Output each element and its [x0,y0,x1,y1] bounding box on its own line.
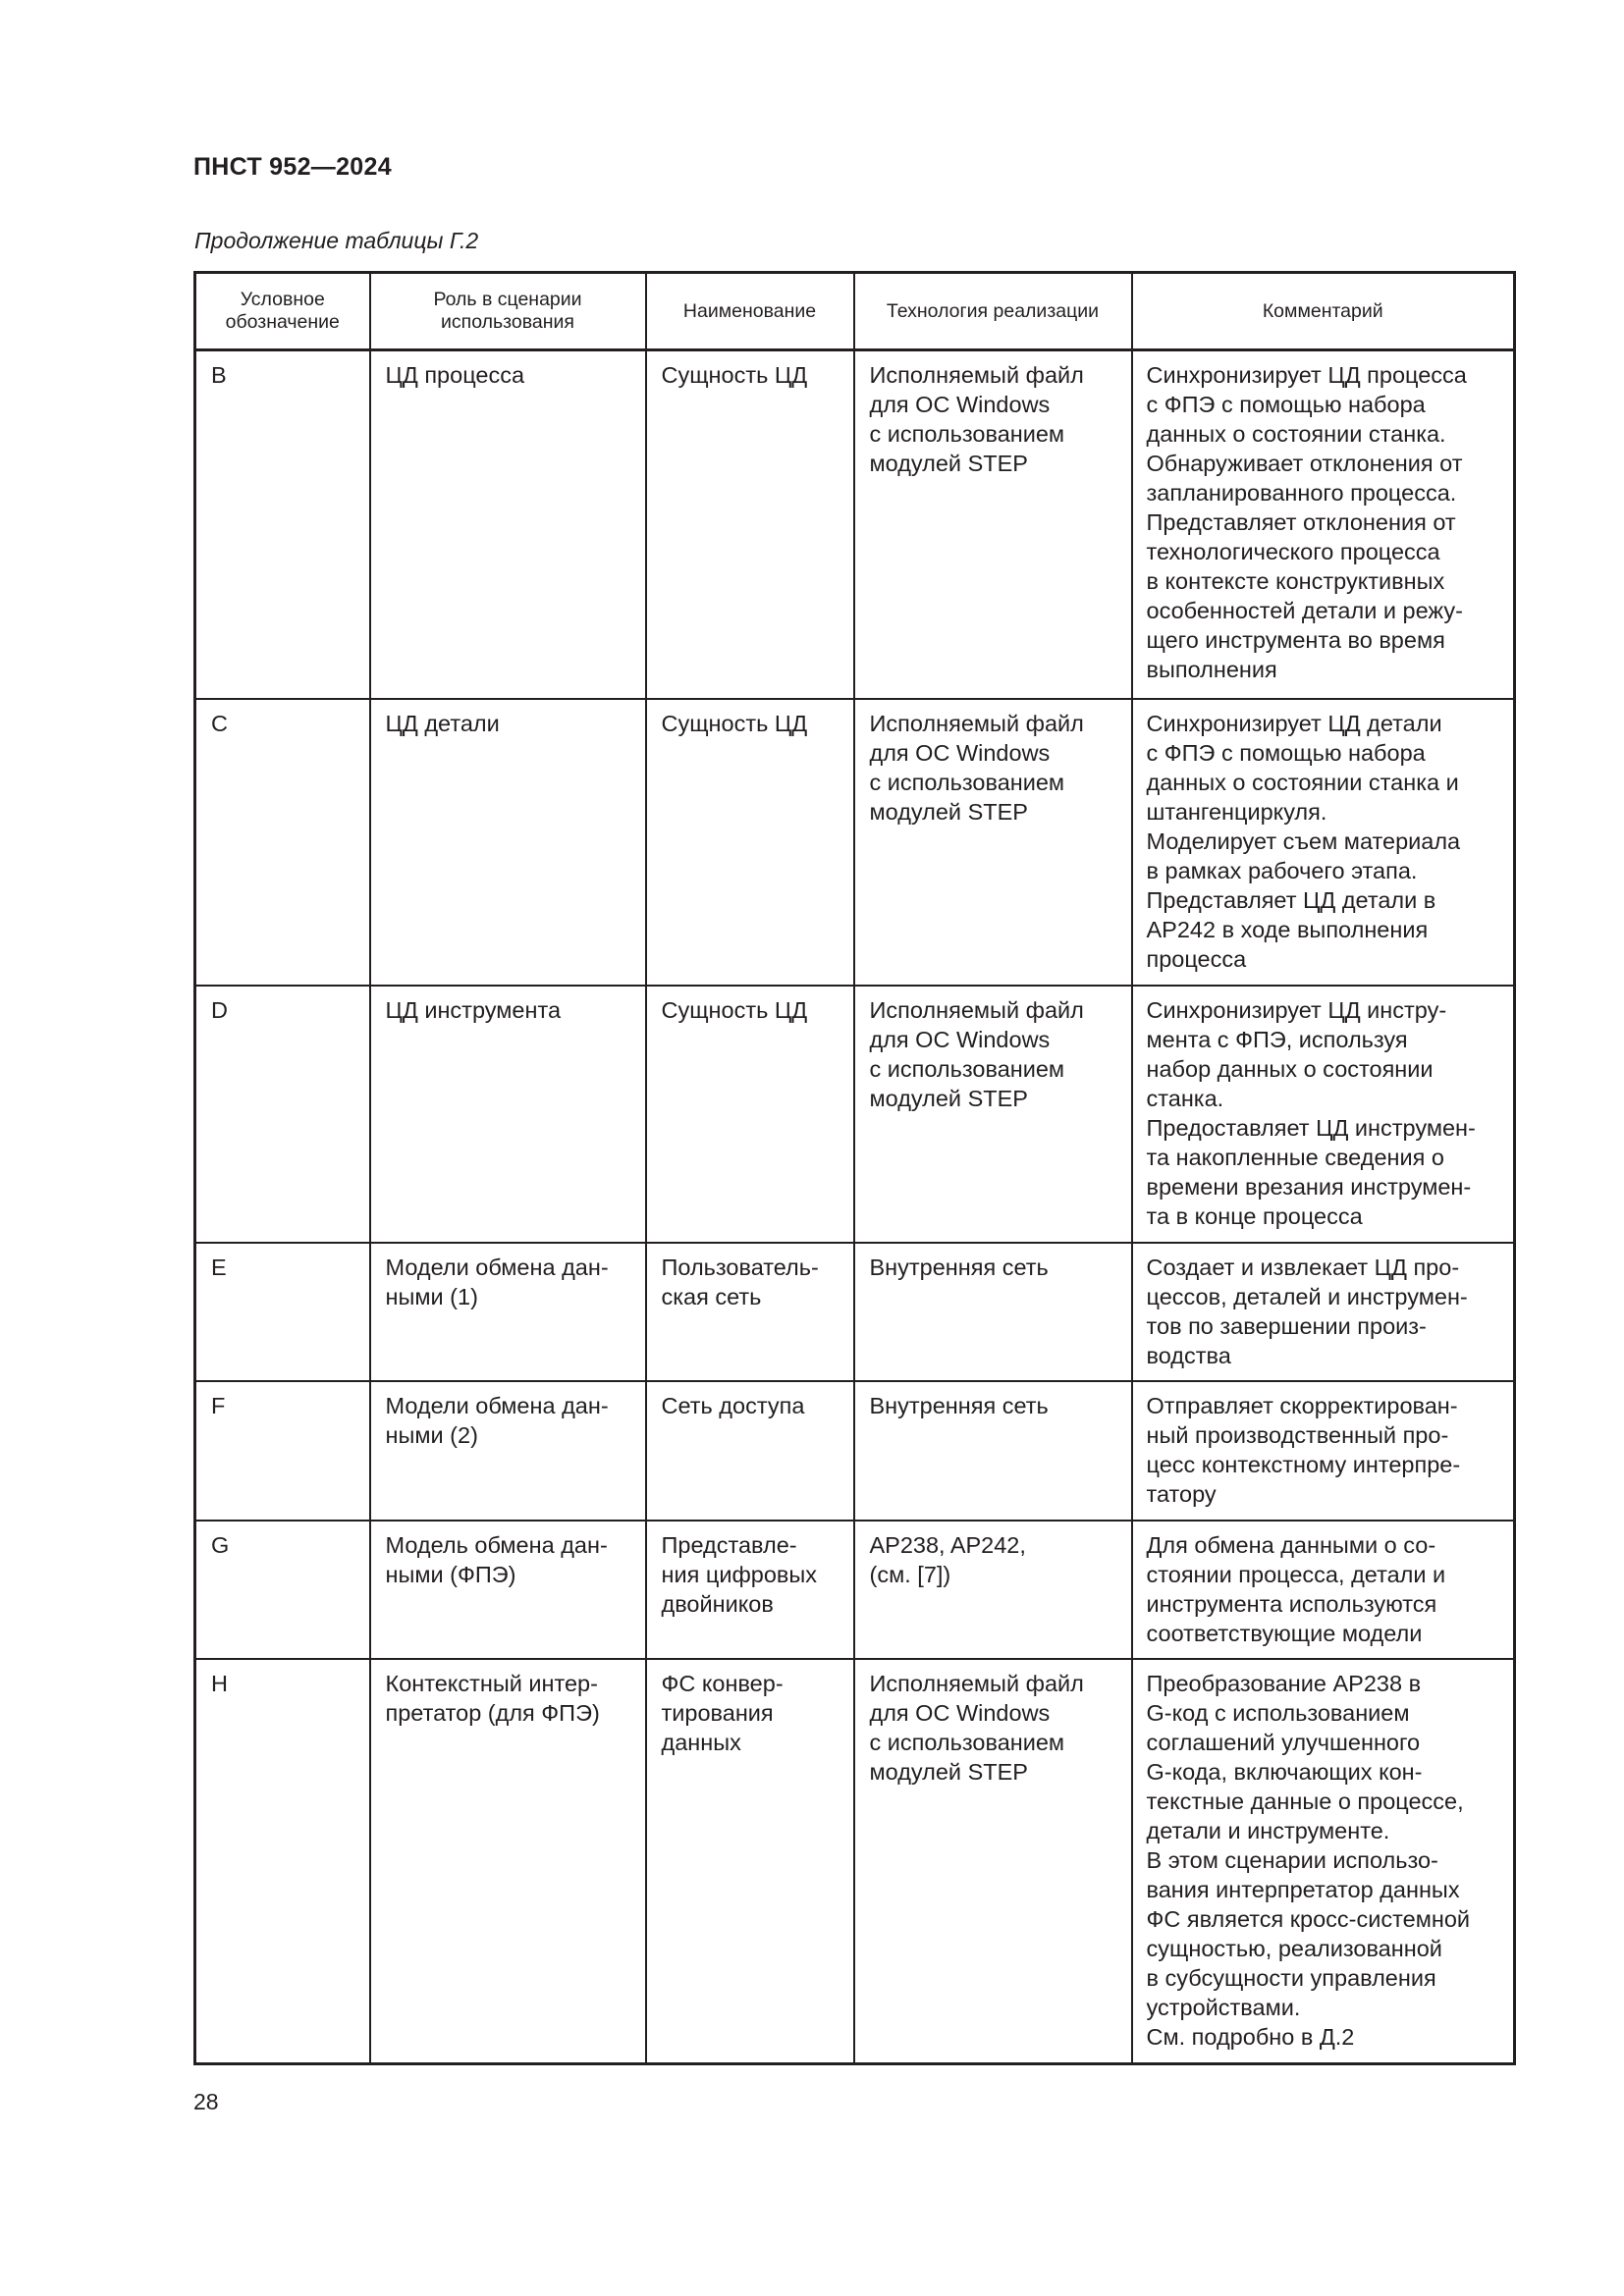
cell-name: Сущность ЦД [646,986,854,1243]
table-row [195,699,1515,986]
column-header-role: Роль в сценарии использования [370,273,646,350]
cell-role: ЦД процесса [370,350,646,700]
header-row [195,273,1515,350]
table-row [195,986,1515,1243]
cell-name: Пользователь- ская сеть [646,1243,854,1381]
cell-technology: Исполняемый файл для ОС Windows с использованием модулей STEP [854,699,1132,986]
cell-name: Сущность ЦД [646,699,854,986]
table-row [195,1659,1515,2064]
cell-role: Контекстный интер- претатор (для ФПЭ) [370,1659,646,2064]
cell-role: Модели обмена дан- ными (1) [370,1243,646,1381]
table-row [195,1521,1515,1659]
cell-symbol: F [195,1381,370,1521]
cell-technology: AP238, AP242, (см. [7]) [854,1521,1132,1659]
table-caption: Продолжение таблицы Г.2 [194,228,479,253]
cell-comment: Преобразование AP238 в G-код с использованием соглашений улучшенного G-кода, включающих кон- текстные данные о процессе, детали и инструменте. В этом сценарии использо- вания интерпретатор данных ФС является кросс-системной сущностью, реализованной в субсущности управления устройствами. См. подробно в Д.2 [1132,1659,1515,2064]
cell-comment: Создает и извлекает ЦД про- цессов, деталей и инструмен- тов по завершении произ- водства [1132,1243,1515,1381]
cell-role: Модель обмена дан- ными (ФПЭ) [370,1521,646,1659]
cell-role: ЦД инструмента [370,986,646,1243]
cell-comment: Отправляет скорректирован- ный производственный про- цесс контекстному интерпре- татору [1132,1381,1515,1521]
cell-symbol: H [195,1659,370,2064]
cell-comment: Синхронизирует ЦД процесса с ФПЭ с помощью набора данных о состоянии станка. Обнаруживает отклонения от запланированного процесса. Представляет отклонения от технологического процесса в контексте конструктивных особенностей детали и режу- щего инструмента во время выполнения [1132,350,1515,700]
cell-symbol: D [195,986,370,1243]
cell-comment: Синхронизирует ЦД детали с ФПЭ с помощью набора данных о состоянии станка и штангенциркуля. Моделирует съем материала в рамках рабочего этапа. Представляет ЦД детали в AP242 в ходе выполнения процесса [1132,699,1515,986]
cell-technology: Внутренняя сеть [854,1243,1132,1381]
column-header-symbol: Условное обозначение [195,273,370,350]
cell-comment: Для обмена данными о со- стоянии процесса, детали и инструмента используются соответствующие модели [1132,1521,1515,1659]
table-header [195,273,1515,350]
table-row [195,350,1515,700]
continuation-table [193,271,1516,2065]
standard-code: ПНСТ 952—2024 [193,153,392,181]
cell-name: Сеть доступа [646,1381,854,1521]
cell-technology: Исполняемый файл для ОС Windows с использованием модулей STEP [854,350,1132,700]
page-number: 28 [193,2089,219,2114]
cell-technology: Внутренняя сеть [854,1381,1132,1521]
column-header-comment: Комментарий [1132,273,1515,350]
cell-role: Модели обмена дан- ными (2) [370,1381,646,1521]
cell-name: Сущность ЦД [646,350,854,700]
cell-name: Представле- ния цифровых двойников [646,1521,854,1659]
cell-symbol: B [195,350,370,700]
table-body [195,350,1515,2064]
cell-symbol: C [195,699,370,986]
column-header-technology: Технология реализации [854,273,1132,350]
table-row [195,1243,1515,1381]
cell-comment: Синхронизирует ЦД инстру- мента с ФПЭ, используя набор данных о состоянии станка. Предоставляет ЦД инструмен- та накопленные сведения о времени врезания инструмен- та в конце процесса [1132,986,1515,1243]
table-row [195,1381,1515,1521]
column-header-name: Наименование [646,273,854,350]
cell-name: ФС конвер- тирования данных [646,1659,854,2064]
cell-technology: Исполняемый файл для ОС Windows с использованием модулей STEP [854,1659,1132,2064]
cell-role: ЦД детали [370,699,646,986]
cell-technology: Исполняемый файл для ОС Windows с использованием модулей STEP [854,986,1132,1243]
cell-symbol: G [195,1521,370,1659]
cell-symbol: E [195,1243,370,1381]
